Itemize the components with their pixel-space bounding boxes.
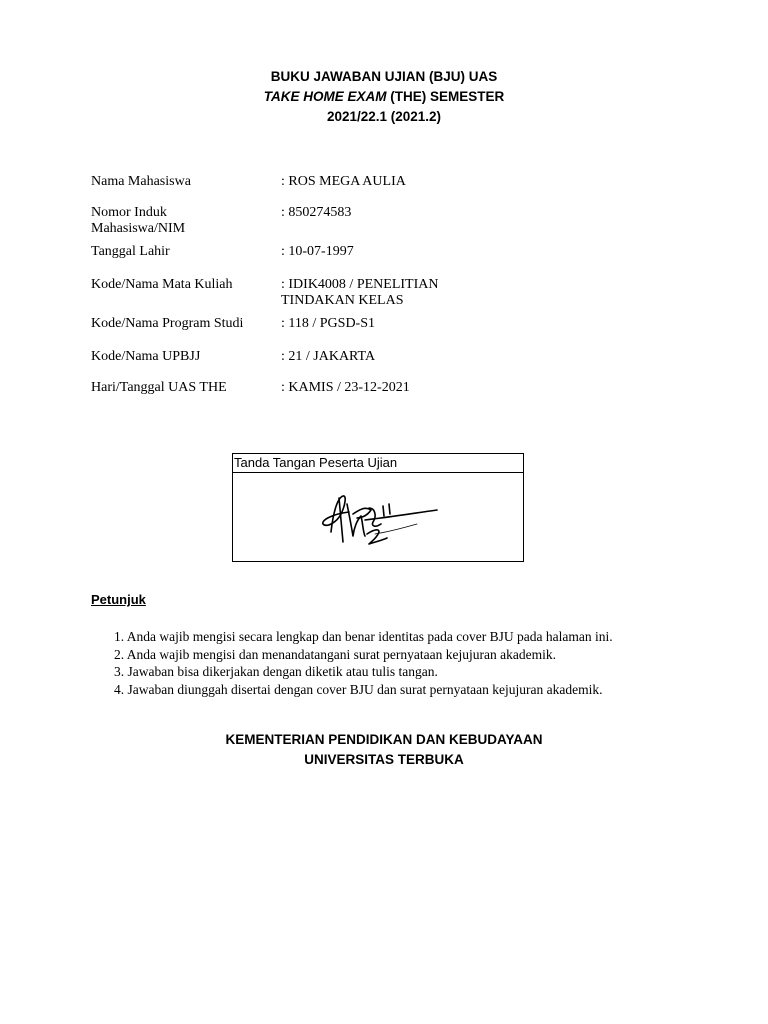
instruction-item: 2. Anda wajib mengisi dan menandatangani surat pernyataan kejujuran akademik.	[114, 646, 556, 662]
header-subtitle-rest: (THE) SEMESTER	[386, 89, 505, 104]
info-label: Nomor Induk Mahasiswa/NIM	[91, 205, 186, 236]
signature-box	[232, 453, 524, 562]
info-label: Kode/Nama Program Studi	[91, 316, 244, 331]
info-label: Kode/Nama UPBJJ	[91, 349, 201, 364]
info-value: : 850274583	[281, 205, 352, 220]
info-value: : 118 / PGSD-S1	[281, 316, 376, 331]
instruction-item: 3. Jawaban bisa dikerjakan dengan diketik atau tulis tangan.	[114, 664, 438, 679]
university-name: UNIVERSITAS TERBUKA	[304, 752, 464, 767]
info-value: : KAMIS / 23-12-2021	[281, 380, 410, 395]
document-header	[0, 67, 768, 127]
signature-box-title: Tanda Tangan Peserta Ujian	[233, 454, 523, 473]
instruction-item: 1. Anda wajib mengisi secara lengkap dan benar identitas pada cover BJU pada halaman ini.	[114, 629, 613, 644]
ministry-name: KEMENTERIAN PENDIDIKAN DAN KEBUDAYAAN	[225, 732, 543, 747]
info-label: Tanggal Lahir	[91, 244, 170, 259]
info-label: Hari/Tanggal UAS THE	[91, 380, 227, 395]
header-subtitle	[0, 87, 768, 107]
signature-image	[313, 484, 443, 554]
info-value: : 21 / JAKARTA	[281, 349, 376, 364]
header-title: BUKU JAWABAN UJIAN (BJU) UAS	[270, 69, 498, 84]
info-value: : ROS MEGA AULIA	[281, 174, 406, 189]
document-footer	[0, 730, 768, 770]
info-value: : IDIK4008 / PENELITIAN TINDAKAN KELAS	[281, 277, 439, 308]
instructions-list	[114, 628, 613, 698]
info-label: Nama Mahasiswa	[91, 174, 191, 189]
header-semester: 2021/22.1 (2021.2)	[326, 109, 442, 124]
info-value: : 10-07-1997	[281, 244, 354, 259]
instruction-item: 4. Jawaban diunggah disertai dengan cover BJU dan surat pernyataan kejujuran akademik.	[114, 681, 603, 697]
header-subtitle-italic: TAKE HOME EXAM	[263, 89, 387, 104]
info-label: Kode/Nama Mata Kuliah	[91, 277, 233, 292]
instructions-heading: Petunjuk	[91, 592, 146, 607]
